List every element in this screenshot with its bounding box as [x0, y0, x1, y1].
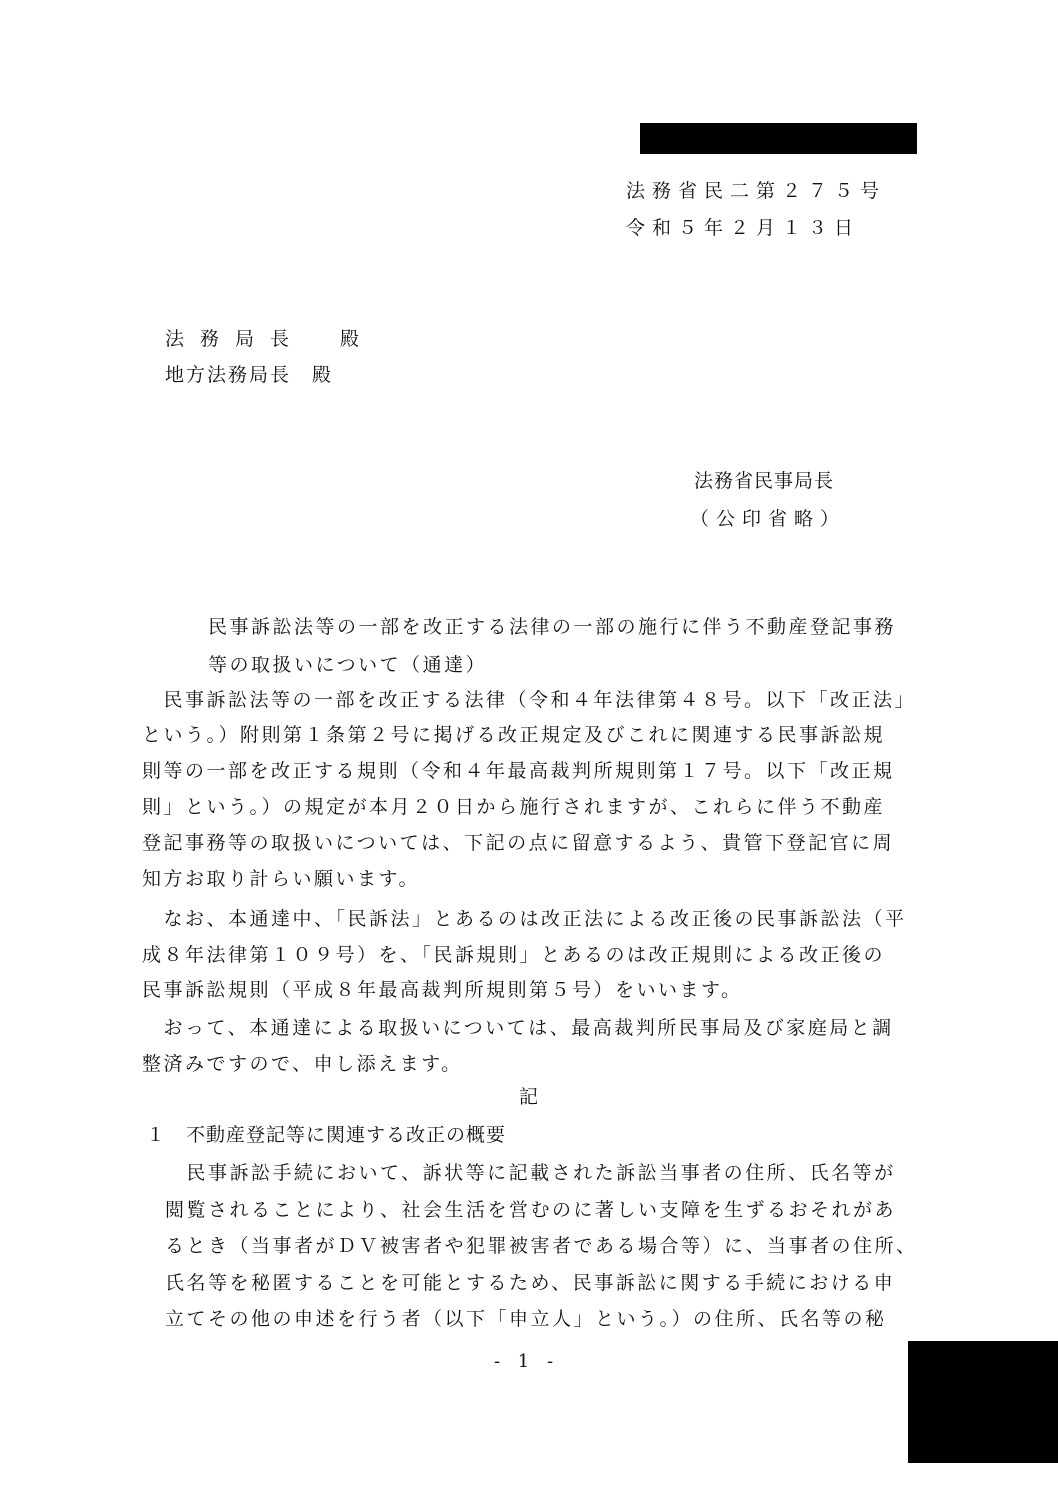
- body-line-7: なお、本通達中、「民訴法」とあるのは改正法による改正後の民事訴訟法（平: [142, 908, 907, 930]
- section-1-line-3: るとき（当事者がＤＶ被害者や犯罪被害者である場合等）に、当事者の住所、: [165, 1235, 918, 1257]
- redaction-box-top: [640, 123, 917, 154]
- body-line-9: 民事訴訟規則（平成８年最高裁判所規則第５号）をいいます。: [142, 979, 743, 1001]
- addressee-district-legal-affairs-bureau: 地方法務局長 殿: [165, 364, 334, 386]
- section-1-line-5: 立てその他の申述を行う者（以下「申立人」という。）の住所、氏名等の秘: [165, 1308, 887, 1330]
- document-number: 法務省民二第２７５号: [626, 180, 887, 202]
- body-line-2: という。）附則第１条第２号に掲げる改正規定及びこれに関連する民事訴訟規: [142, 724, 886, 746]
- seal-omitted-note: （公印省略）: [690, 508, 847, 530]
- section-1-line-4: 氏名等を秘匿することを可能とするため、民事訴訟に関する手続における申: [165, 1272, 896, 1294]
- section-1-line-1: 民事訴訟手続において、訴状等に記載された訴訟当事者の住所、氏名等が: [165, 1162, 896, 1184]
- document-date: 令和５年２月１３日: [626, 217, 861, 239]
- section-1-heading: １ 不動産登記等に関連する改正の概要: [146, 1124, 507, 1146]
- title-line-1: 民事訴訟法等の一部を改正する法律の一部の施行に伴う不動産登記事務: [208, 616, 897, 638]
- addressee-legal-affairs-bureau: 法務局長 殿: [165, 328, 376, 350]
- page-number: - 1 -: [494, 1351, 560, 1372]
- redaction-box-bottom: [908, 1341, 1058, 1463]
- section-1-line-2: 閲覧されることにより、社会生活を営むのに著しい支障を生ずるおそれがあ: [165, 1199, 897, 1221]
- body-line-3: 則等の一部を改正する規則（令和４年最高裁判所規則第１７号。以下「改正規: [142, 760, 895, 782]
- body-line-11: 整済みですので、申し添えます。: [142, 1053, 463, 1075]
- body-line-8: 成８年法律第１０９号）を、「民訴規則」とあるのは改正規則による改正後の: [142, 944, 886, 966]
- body-line-6: 知方お取り計らい願います。: [142, 868, 420, 890]
- title-line-2: 等の取扱いについて（通達）: [208, 654, 488, 676]
- body-line-10: おって、本通達による取扱いについては、最高裁判所民事局及び家庭局と調: [142, 1017, 894, 1039]
- body-line-4: 則」という。）の規定が本月２０日から施行されますが、これらに伴う不動産: [142, 796, 886, 818]
- sender-name: 法務省民事局長: [694, 470, 835, 492]
- ki-heading: 記: [519, 1086, 541, 1108]
- body-line-5: 登記事務等の取扱いについては、下記の点に留意するよう、貴管下登記官に周: [142, 832, 895, 854]
- body-line-1: 民事訴訟法等の一部を改正する法律（令和４年法律第４８号。以下「改正法」: [142, 689, 917, 711]
